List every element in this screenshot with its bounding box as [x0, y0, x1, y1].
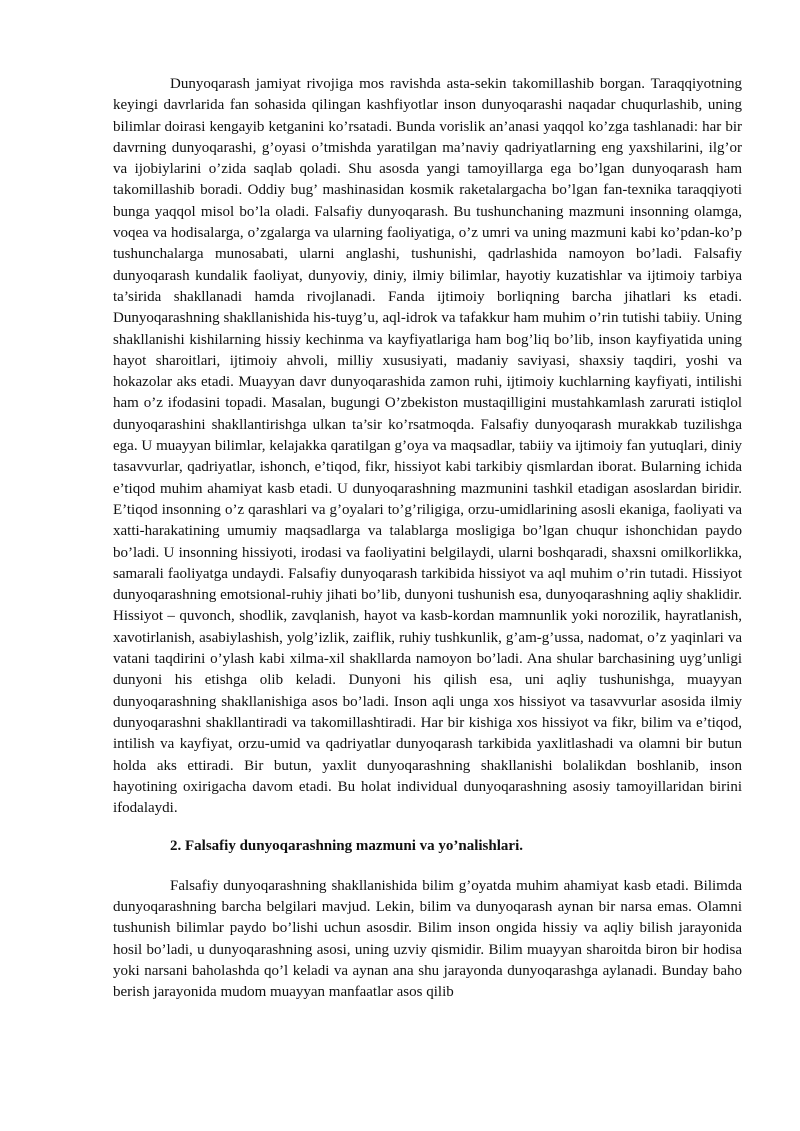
body-paragraph-2: Falsafiy dunyoqarashning shakllanishida bilim g’oyatda muhim ahamiyat kasb etadi. Bilimda dunyoqarashning barcha belgilari mavjud. Lekin, bilim va dunyoqarash aynan bir narsa emas. Olamni tushunish bilimlar paydo bo’lishi uchun asosdir. Bilim inson ongida hissiy va aqliy bilish jarayonida hosil bo’ladi, u dunyoqarashning asosi, uning uzviy qismidir. Bilim muayyan sharoitda biron bir hodisa yoki narsani baholashda qo’l keladi va aynan ana shu jarayonda dunyoqarashga aylanadi. Bunday baho berish jarayonida mudom muayyan manfaatlar asos qilib: [113, 877, 742, 1001]
body-paragraph-1: Dunyoqarash jamiyat rivojiga mos ravishda asta-sekin takomillashib borgan. Taraqqiyotning keyingi davrlarida fan sohasida qilingan kashfiyotlar inson dunyoqarashi naqadar chuqurlashib, uning bilimlar doirasi kengayib ketganini ko’rsatadi. Bunda vorislik an’anasi yaqqol ko’zga tashlanadi: har bir davrning dunyoqarashi, g’oyasi o’tmishda yaratilgan ma’naviy qadriyatlarning eng yaxshilarini, ilg’or va ijobiylarini o’zida saqlab qoladi. Shu asosda yangi tamoyillarga ega bo’lgan dunyoqarash ham takomillashib boradi. Oddiy bug’ mashinasidan kosmik raketalargacha bo’lgan fan-texnika taraqqiyoti bunga yaqqol misol bo’la oladi. Falsafiy dunyoqarash. Bu tushunchaning mazmuni insonning olamga, voqea va hodisalarga, o’zgalarga va ularning faoliyatiga, o’z umri va uning mazmuni kabi ko’pdan-ko’p tushunchalarga munosabati, ularni anglashi, tushunishi, qadrlashida namoyon bo’ladi. Falsafiy dunyoqarash kundalik faoliyat, dunyoviy, diniy, ilmiy bilimlar, hayotiy kuzatishlar va ijtimoiy tarbiya ta’sirida shakllanadi hamda rivojlanadi. Fanda ijtimoiy borliqning barcha jihatlari ks etadi. Dunyoqarashning shakllanishida his-tuyg’u, aql-idrok va tafakkur ham muhim o’rin tutishi tabiiy. Uning shakllanishi kishilarning hissiy kechinma va kayfiyatlariga ham bog’liq bo’lib, inson kayfiyatida uning hayot sharoitlari, ijtimoiy ahvoli, milliy xususiyati, madaniy saviyasi, shaxsiy taqdiri, yoshi va hokazolar aks etadi. Muayyan davr dunyoqarashida zamon ruhi, ijtimoiy kuchlarning kayfiyati, intilishi ham o’z ifodasini topadi. Masalan, bugungi O’zbekiston mustaqilligini mustahkamlash zarurati istiqlol dunyoqarashini shakllantirishga ulkan ta’sir ko’rsatmoqda. Falsafiy dunyoqarash murakkab tuzilishga ega. U muayyan bilimlar, kelajakka qaratilgan g’oya va maqsadlar, tabiiy va ijtimoiy fan yutuqlari, diniy tasavvurlar, qadriyatlar, ishonch, e’tiqod, fikr, hissiyot kabi tarkibiy qismlardan iborat. Bularning ichida e’tiqod muhim ahamiyat kasb etadi. U dunyoqarashning mazmunini tashkil etadigan asoslardan biridir. E’tiqod insonning o’z qarashlari va g’oyalari to’g’riligiga, orzu-umidlarining asosli ekaniga, faoliyati va xatti-harakatining umumiy maqsadlarga va talablarga mosligiga bo’lgan chuqur ishonchidan paydo bo’ladi. U insonning hissiyoti, irodasi va faoliyatini belgilaydi, ularni boshqaradi, shaxsni omilkorlikka, samarali faoliyatga undaydi. Falsafiy dunyoqarash tarkibida hissiyot va aql muhim o’rin tutadi. Hissiyot dunyoqarashning emotsional-ruhiy jihati bo’lib, dunyoni tushunish esa, dunyoqarashning aqliy shaklidir. Hissiyot – quvonch, shodlik, zavqlanish, hayot va kasb-kordan mamnunlik yoki norozilik, hayratlanish, xavotirlanish, asabiylashish, yolg’izlik, zaiflik, ruhiy tushkunlik, g’am-g’ussa, nadomat, o’z yaqinlari va vatani taqdirini o’ylash kabi xilma-xil shakllarda namoyon bo’ladi. Ana shular barchasining uyg’unligi dunyoni his etishga olib keladi. Dunyoni his qilish esa, uni aqliy tushunishga, muayyan dunyoqarashning shakllanishiga asos bo’ladi. Inson aqli unga xos hissiyot va tasavvurlar asosida ilmiy dunyoqarashni shakllantiradi va takomillashtiradi. Har bir kishiga xos hissiyot va fikr, bilim va e’tiqod, intilish va kayfiyat, orzu-umid va qadriyatlar dunyoqarash tarkibida yaxlitlashadi va olamni bir butun holda aks ettiradi. Bir butun, yaxlit dunyoqarashning shakllanishi bolalikdan boshlanib, inson hayotining oxirigacha davom etadi. Bu holat individual dunyoqarashning asosiy tamoyillaridan birini ifodalaydi.: [113, 76, 742, 817]
section-heading: 2. Falsafiy dunyoqarashning mazmuni va yo’nalishlari.: [170, 838, 523, 855]
document-page: [113, 74, 742, 1003]
